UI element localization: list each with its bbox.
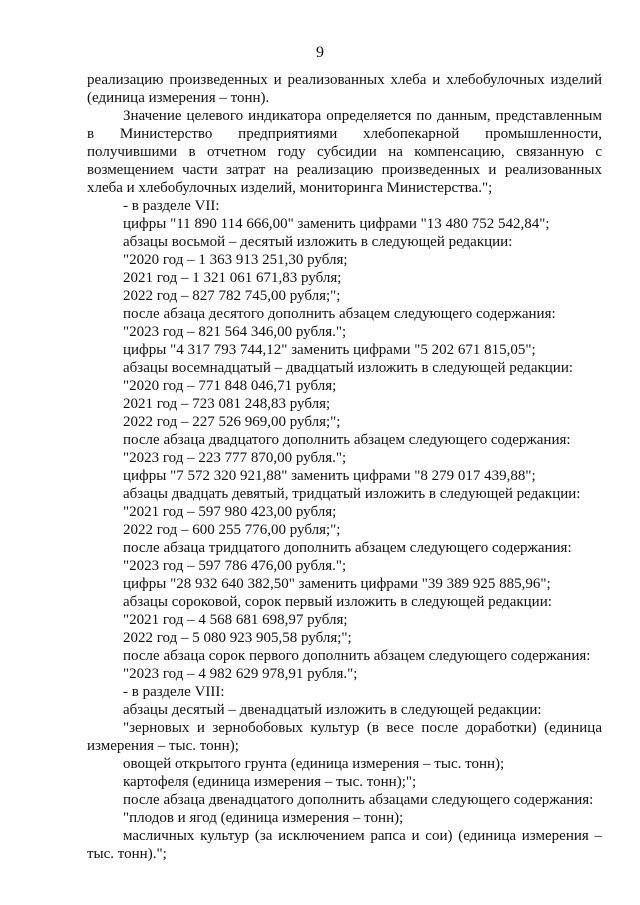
section-viii-heading: - в разделе VIII: — [123, 684, 225, 700]
page-number: 9 — [316, 44, 324, 61]
amendment-line: "2023 год – 223 777 870,00 рубля."; — [123, 450, 347, 466]
section-vii-heading: - в разделе VII: — [123, 198, 220, 214]
amendment-line: 2021 год – 723 081 248,83 рубля; — [123, 396, 331, 412]
amendment-line: после абзаца двенадцатого дополнить абзацами следующего содержания: — [123, 792, 594, 808]
amendment-line: абзацы сороковой, сорок первый изложить в следующей редакции: — [123, 594, 552, 610]
amendment-line: "2023 год – 821 564 346,00 рубля."; — [123, 324, 347, 340]
amendment-line: "зерновых и зернобобовых культур (в весе после доработки) (единица измерения – тыс. тонн); — [87, 720, 602, 754]
amendment-line: абзацы восьмой – десятый изложить в следующей редакции: — [123, 234, 513, 250]
amendment-line: "2023 год – 4 982 629 978,91 рубля."; — [123, 666, 358, 682]
amendment-line: "2020 год – 771 848 046,71 рубля; — [123, 378, 337, 394]
amendment-line: масличных культур (за исключением рапса и сои) (единица измерения – тыс. тонн)."; — [87, 828, 602, 862]
amendment-line: после абзаца тридцатого дополнить абзацем следующего содержания: — [123, 540, 572, 556]
amendment-line: после абзаца двадцатого дополнить абзацем следующего содержания: — [123, 432, 571, 448]
amendment-line: после абзаца сорок первого дополнить абзацем следующего содержания: — [123, 648, 591, 664]
amendment-line: 2021 год – 1 321 061 671,83 рубля; — [123, 270, 342, 286]
amendment-line: 2022 год – 227 526 969,00 рубля;"; — [123, 414, 341, 430]
amendment-line: абзацы десятый – двенадцатый изложить в следующей редакции: — [123, 702, 542, 718]
amendment-line: цифры "7 572 320 921,88" заменить цифрами "8 279 017 439,88"; — [123, 468, 536, 484]
amendment-line: цифры "11 890 114 666,00" заменить цифрами "13 480 752 542,84"; — [123, 216, 550, 232]
amendment-line: 2022 год – 827 782 745,00 рубля;"; — [123, 288, 341, 304]
paragraph-indicator-definition: Значение целевого индикатора определяется по данным, представленным в Министерство предприятиями хлебопекарной промышленности, получившими в отчетном году субсидии на компенсацию, связанную с возмещением части затрат на реализацию произведенных и реализованных хлеба и хлебобулочных изделий, мониторинга Министерства."; — [87, 108, 602, 196]
amendment-line: "2021 год – 4 568 681 698,97 рубля; — [123, 612, 348, 628]
amendment-line: 2022 год – 600 255 776,00 рубля;"; — [123, 522, 341, 538]
paragraph-continuation: реализацию произведенных и реализованных хлеба и хлебобулочных изделий (единица измерения – тонн). — [87, 72, 602, 106]
amendment-line: абзацы восемнадцатый – двадцатый изложить в следующей редакции: — [123, 360, 574, 376]
amendment-line: абзацы двадцать девятый, тридцатый изложить в следующей редакции: — [123, 486, 581, 502]
amendment-line: "плодов и ягод (единица измерения – тонн); — [123, 810, 404, 826]
amendment-line: 2022 год – 5 080 923 905,58 рубля;"; — [123, 630, 352, 646]
amendment-line: овощей открытого грунта (единица измерения – тыс. тонн); — [123, 756, 505, 772]
amendment-line: цифры "28 932 640 382,50" заменить цифрами "39 389 925 885,96"; — [123, 576, 551, 592]
amendment-line: картофеля (единица измерения – тыс. тонн);"; — [123, 774, 417, 790]
amendment-line: цифры "4 317 793 744,12" заменить цифрами "5 202 671 815,05"; — [123, 342, 536, 358]
amendment-line: "2023 год – 597 786 476,00 рубля."; — [123, 558, 347, 574]
amendment-line: после абзаца десятого дополнить абзацем следующего содержания: — [123, 306, 556, 322]
amendment-line: "2020 год – 1 363 913 251,30 рубля; — [123, 252, 348, 268]
amendment-line: "2021 год – 597 980 423,00 рубля; — [123, 504, 337, 520]
document-body — [87, 71, 602, 863]
